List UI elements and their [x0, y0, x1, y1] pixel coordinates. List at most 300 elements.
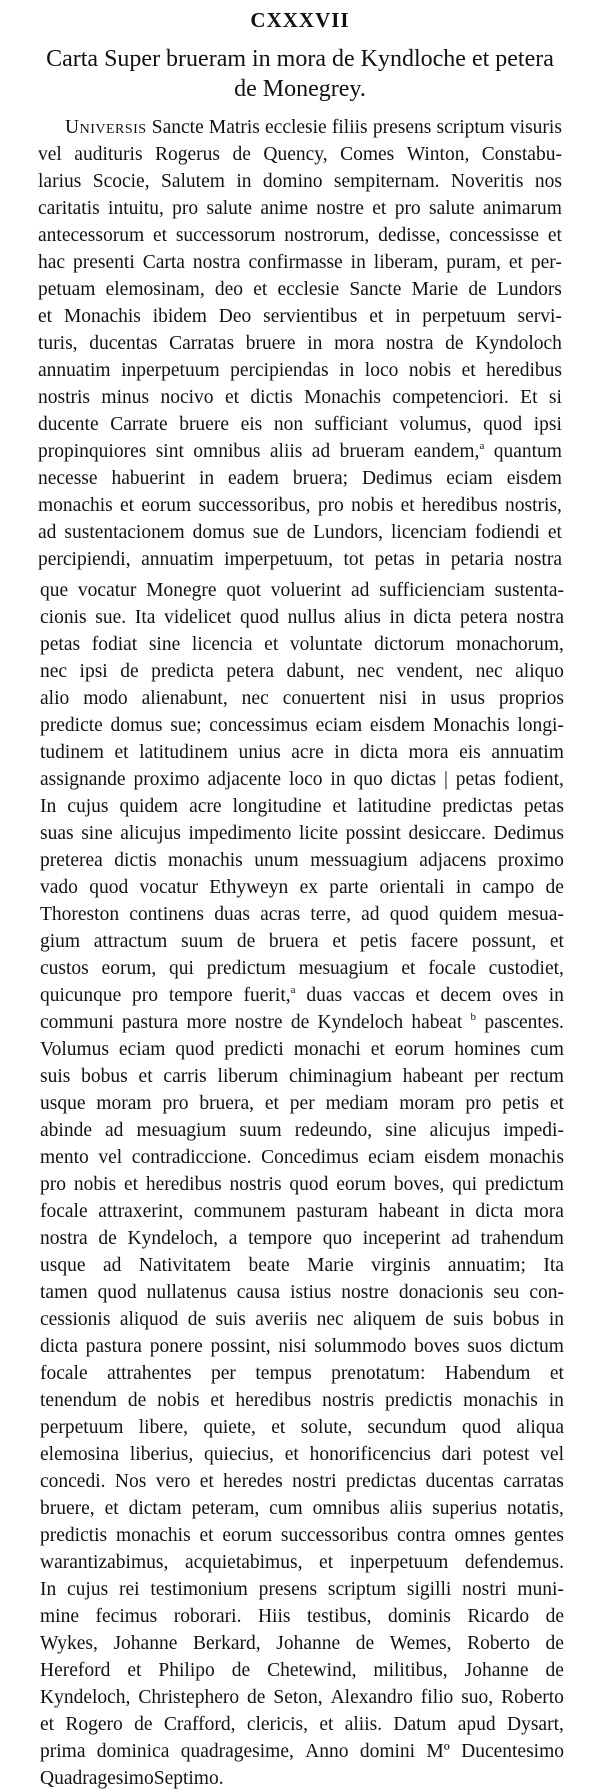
charter-word: in	[455, 877, 471, 898]
charter-word: sine	[81, 823, 113, 844]
charter-word: more	[186, 1012, 227, 1033]
charter-word: ad	[103, 1255, 122, 1276]
charter-word: Deo	[218, 306, 252, 327]
charter-word: de	[468, 279, 487, 300]
charter-word: voluntate	[289, 634, 363, 655]
charter-word: alio	[40, 688, 70, 709]
charter-word: annuatim;	[447, 1255, 526, 1276]
charter-word: in	[548, 985, 564, 1006]
charter-word: In	[40, 1579, 57, 1600]
charter-word: inperpetuum	[349, 1552, 449, 1573]
charter-word: predictum	[206, 958, 286, 979]
charter-word: successoribus	[280, 1525, 389, 1546]
charter-line	[40, 1630, 564, 1657]
charter-word: et	[370, 1039, 385, 1060]
charter-word: Marie	[307, 1255, 354, 1276]
charter-word: in	[425, 549, 441, 570]
charter-word: duas	[306, 985, 343, 1006]
charter-word: Wemes,	[389, 1633, 452, 1654]
charter-word: apud	[457, 1714, 496, 1735]
charter-line	[40, 766, 564, 793]
charter-word: dictam	[128, 1498, 182, 1519]
charter-word: pro	[40, 1174, 66, 1195]
charter-word: et	[547, 522, 562, 543]
charter-word: Roberto	[467, 1633, 530, 1654]
charter-word: presenti	[73, 252, 135, 273]
charter-word: continens	[129, 904, 204, 925]
charter-word: heredibus	[235, 1390, 312, 1411]
charter-word: ducente	[38, 414, 99, 435]
charter-word: scriptum	[327, 1579, 397, 1600]
charter-word: omnes	[454, 1525, 506, 1546]
charter-word: nisi	[378, 688, 408, 709]
charter-word: de	[545, 1660, 564, 1681]
charter-word: nostris	[322, 1390, 375, 1411]
charter-word: et	[120, 495, 135, 516]
charter-word: focale	[40, 1363, 88, 1384]
charter-word: usus	[450, 688, 485, 709]
charter-line	[38, 384, 562, 411]
charter-word: vocatur	[139, 877, 198, 898]
charter-word: suum	[239, 1120, 282, 1141]
charter-word: nostra	[385, 333, 434, 354]
charter-word: sufficienciam	[379, 580, 485, 601]
charter-word: ad	[350, 580, 370, 601]
charter-word: domus	[192, 522, 245, 543]
charter-word: aliquod	[119, 1309, 179, 1330]
charter-word: de	[545, 877, 564, 898]
charter-word: eorum	[394, 1039, 445, 1060]
charter-line	[40, 1090, 564, 1117]
charter-word: habeat	[411, 1012, 463, 1033]
charter-word: de	[120, 661, 139, 682]
charter-word: possint	[345, 823, 401, 844]
charter-word: ibidem	[152, 306, 207, 327]
charter-word: et	[549, 1093, 564, 1114]
charter-word: alius	[344, 607, 381, 628]
charter-line	[40, 820, 564, 847]
charter-word: quod	[89, 877, 129, 898]
charter-line	[40, 1441, 564, 1468]
charter-word: vaccas	[352, 985, 405, 1006]
charter-word: sustenta-	[494, 580, 564, 601]
charter-word: Rogerus	[155, 144, 221, 165]
charter-word: in	[449, 1201, 465, 1222]
charter-line	[40, 1468, 564, 1495]
charter-word: et	[127, 1660, 142, 1681]
charter-word: pro	[162, 1093, 189, 1114]
charter-word: vero	[155, 1471, 191, 1492]
charter-word: tempus	[255, 1363, 312, 1384]
charter-word: vel	[38, 144, 62, 165]
charter-word: quo	[322, 1228, 352, 1249]
charter-word: de	[425, 1309, 444, 1330]
charter-word: latitudine	[357, 796, 432, 817]
charter-word: annuatim	[38, 360, 111, 381]
charter-word: successoribus,	[198, 495, 311, 516]
charter-word: Wykes,	[40, 1633, 98, 1654]
charter-word: hac	[38, 252, 66, 273]
charter-word: petis	[360, 931, 397, 952]
charter-word: et	[271, 1417, 286, 1438]
charter-line	[38, 492, 562, 519]
charter-word: focale	[40, 1201, 88, 1222]
charter-word: nostre	[316, 198, 364, 219]
charter-line	[38, 249, 562, 276]
charter-word: elemosina	[40, 1444, 120, 1465]
charter-word: nobis	[351, 495, 394, 516]
charter-word: minus	[101, 387, 150, 408]
charter-word: quod	[389, 904, 429, 925]
charter-word: suum	[180, 931, 224, 952]
charter-word: focale	[428, 958, 476, 979]
charter-word: quiecius,	[204, 1444, 274, 1465]
charter-word: bruera,	[199, 1093, 254, 1114]
charter-word: suas	[40, 823, 74, 844]
charter-line	[40, 901, 564, 928]
charter-word: et	[264, 1093, 279, 1114]
charter-word: et	[210, 1390, 225, 1411]
charter-word: quod	[289, 1174, 329, 1195]
charter-word: eciam	[368, 1147, 415, 1168]
charter-word: Roberto	[501, 1687, 564, 1708]
charter-word: quidem	[438, 904, 498, 925]
charter-word: fodiendi	[474, 522, 540, 543]
charter-word: acras	[260, 904, 301, 925]
charter-word: eisdem	[424, 1147, 480, 1168]
charter-word: Nativitatem	[138, 1255, 231, 1276]
charter-word: Christephero	[138, 1687, 240, 1708]
charter-word: per-	[530, 252, 562, 273]
charter-word: inceperint	[362, 1228, 441, 1249]
charter-line	[40, 1252, 564, 1279]
footnote-marker: a	[290, 984, 296, 996]
charter-line	[40, 1549, 564, 1576]
charter-line	[40, 1522, 564, 1549]
charter-word: et	[199, 1471, 214, 1492]
charter-word: Sancte	[349, 279, 402, 300]
charter-word: dicta	[40, 1336, 78, 1357]
charter-word: Ducentesimo	[461, 1741, 564, 1762]
charter-word: nullus	[287, 607, 336, 628]
charter-word: solummodo	[314, 1336, 407, 1357]
charter-word: fuerit,$^a$	[243, 984, 296, 1006]
charter-word: qui	[169, 958, 194, 979]
charter-word: Hereford	[40, 1660, 111, 1681]
charter-word: boves	[414, 1336, 460, 1357]
charter-word: nec	[40, 661, 68, 682]
charter-word: sufficiant	[314, 414, 388, 435]
charter-word: nullatenus	[146, 1282, 227, 1303]
charter-word: custodiet,	[488, 958, 564, 979]
charter-word: impedimento	[188, 823, 292, 844]
charter-word: nostra	[516, 607, 564, 628]
charter-word: habeant	[378, 1201, 440, 1222]
charter-word: in	[389, 607, 405, 628]
charter-word: communem	[193, 1201, 286, 1222]
charter-word: quod	[175, 1039, 215, 1060]
charter-word: habuerint	[111, 468, 186, 489]
charter-word: qui	[452, 1174, 478, 1195]
charter-word: liberius,	[129, 1444, 194, 1465]
charter-word: Monachis	[432, 715, 510, 736]
charter-word: suis	[215, 1309, 246, 1330]
charter-word: habeant	[402, 1066, 464, 1087]
charter-word: Lundors,	[313, 522, 383, 543]
charter-word: Hiis	[257, 1606, 291, 1627]
charter-word: Crafford,	[163, 1714, 236, 1735]
charter-word: liberum	[217, 1066, 279, 1087]
charter-word: duas	[214, 904, 250, 925]
charter-line	[38, 546, 562, 573]
charter-word: et	[152, 225, 168, 246]
charter-word: et	[40, 1714, 55, 1735]
charter-word: petera	[226, 661, 275, 682]
charter-line	[40, 1576, 564, 1603]
charter-word: notatis,	[507, 1498, 564, 1519]
charter-line	[40, 1117, 564, 1144]
charter-word: tempore	[248, 1228, 312, 1249]
charter-line	[40, 982, 564, 1009]
charter-word: et	[123, 1174, 139, 1195]
charter-word: sue	[252, 522, 279, 543]
charter-word: Monachis	[304, 387, 381, 408]
charter-word: Constabu-	[481, 144, 562, 165]
charter-word: eorum	[222, 1525, 273, 1546]
charter-word: concedi.	[40, 1471, 106, 1492]
charter-word: suis	[453, 1309, 484, 1330]
charter-word: pasturam	[296, 1201, 368, 1222]
charter-line	[40, 712, 564, 739]
charter-word: clericis,	[246, 1714, 308, 1735]
charter-word: de	[236, 931, 256, 952]
charter-word: heredibus	[486, 360, 562, 381]
charter-word: vendent,	[396, 661, 464, 682]
charter-word: ipsi	[79, 661, 108, 682]
charter-word: oves	[502, 985, 538, 1006]
charter-word: donacionis	[398, 1282, 484, 1303]
charter-word: sempiternam.	[333, 171, 440, 192]
charter-word: attraxerint,	[98, 1201, 184, 1222]
charter-word: proprios	[498, 688, 564, 709]
charter-word: modo	[83, 688, 128, 709]
charter-word: elemosinam,	[105, 279, 205, 300]
charter-line	[40, 577, 564, 604]
charter-word: sine	[148, 634, 181, 655]
charter-word: Lundors	[496, 279, 562, 300]
charter-word: attrahentes	[107, 1363, 192, 1384]
charter-word: competenciori.	[392, 387, 509, 408]
charter-word: nobis	[157, 1390, 200, 1411]
charter-word: de	[545, 1633, 564, 1654]
charter-word: pro	[394, 198, 421, 219]
charter-line	[40, 1495, 564, 1522]
charter-line	[38, 519, 562, 546]
charter-word: dominica	[96, 1741, 170, 1762]
charter-word: eandem,$^a$	[413, 440, 485, 462]
charter-word: Philipo	[158, 1660, 215, 1681]
charter-word: moram	[96, 1093, 152, 1114]
charter-word: et	[547, 225, 562, 246]
charter-word: ad	[361, 904, 380, 925]
charter-word: eisdem	[369, 715, 426, 736]
charter-line	[40, 1738, 564, 1765]
charter-word: ex	[299, 877, 318, 898]
charter-word: audituris	[74, 144, 143, 165]
charter-word: bruera;	[292, 468, 349, 489]
charter-word: et	[199, 1525, 214, 1546]
charter-line	[40, 1225, 564, 1252]
charter-line	[40, 631, 564, 658]
charter-word: aliis	[269, 441, 303, 462]
charter-word: predicti	[224, 1039, 284, 1060]
charter-line	[38, 357, 562, 384]
charter-word: longitudine	[232, 796, 322, 817]
charter-line	[40, 955, 564, 982]
charter-word: tenendum	[40, 1390, 117, 1411]
charter-word: caritatis	[38, 198, 100, 219]
charter-word: causa	[236, 1282, 281, 1303]
charter-word: et	[332, 931, 347, 952]
charter-word: heredibus	[421, 495, 498, 516]
charter-word: beate	[248, 1255, 290, 1276]
charter-word: Ethyweyn	[209, 877, 289, 898]
charter-word: de	[134, 1714, 153, 1735]
charter-word: dictis	[114, 850, 157, 871]
charter-word: fodiat	[91, 634, 138, 655]
charter-word: predicte	[40, 715, 103, 736]
charter-word: in	[548, 1309, 564, 1330]
charter-word: ipsi	[533, 414, 562, 435]
charter-word: de	[355, 1633, 375, 1654]
charter-word: nostri	[462, 1579, 507, 1600]
charter-word: filio	[420, 1687, 454, 1708]
charter-word: omnibus	[312, 1498, 380, 1519]
charter-word: nostris	[38, 387, 91, 408]
charter-word: seu	[493, 1282, 520, 1303]
charter-word: Scocie,	[92, 171, 150, 192]
charter-word: de	[286, 522, 306, 543]
charter-word: vel	[540, 1444, 564, 1465]
charter-word: Johanne	[276, 1633, 341, 1654]
charter-word: tudinem	[40, 742, 104, 763]
charter-word: desiccare.	[408, 823, 486, 844]
charter-line	[40, 739, 564, 766]
charter-word: contra	[396, 1525, 446, 1546]
charter-word: suos	[467, 1336, 503, 1357]
charter-word: si	[548, 387, 562, 408]
charter-word: Comes	[340, 144, 395, 165]
charter-word: de	[445, 333, 464, 354]
charter-word: omnibus	[193, 441, 261, 462]
charter-title: Carta Super brueram in mora de Kyndloche et petera de Monegrey.	[46, 46, 554, 102]
charter-word: Carrate	[110, 414, 168, 435]
charter-word: domini	[359, 1741, 416, 1762]
charter-word: aliis	[389, 1498, 423, 1519]
charter-word: Sancte	[151, 117, 204, 138]
charter-word: monachis	[168, 850, 243, 871]
charter-word: puram,	[446, 252, 501, 273]
charter-word: quantum	[493, 441, 562, 462]
charter-line	[38, 168, 562, 195]
charter-word: Universis	[65, 117, 147, 138]
charter-word: parte	[329, 877, 369, 898]
charter-word: mora	[523, 1201, 564, 1222]
charter-word: Dedimus	[361, 468, 433, 489]
charter-word: proximo	[497, 850, 564, 871]
charter-word: communi	[40, 1012, 114, 1033]
charter-word: |	[444, 769, 448, 790]
charter-word: Dysart,	[507, 1714, 564, 1735]
charter-word: quod	[239, 607, 279, 628]
charter-word: decem	[440, 985, 492, 1006]
charter-word: in	[198, 468, 215, 489]
charter-word: conuertent	[282, 688, 365, 709]
charter-word: ecclesie	[265, 117, 327, 138]
charter-word: quod	[97, 1282, 137, 1303]
charter-line	[40, 1279, 564, 1306]
charter-word: Dedimus	[493, 823, 564, 844]
charter-line	[40, 1711, 564, 1738]
charter-word: predictis	[40, 1525, 108, 1546]
charter-word: nostri	[292, 1471, 337, 1492]
charter-word: adjacens	[419, 850, 487, 871]
charter-word: servientibus	[263, 306, 358, 327]
charter-word: tempore	[168, 985, 233, 1006]
charter-word: antecessorum	[38, 225, 145, 246]
charter-line	[40, 658, 564, 685]
charter-word: concessisse	[449, 225, 540, 246]
charter-word: dari	[441, 1444, 472, 1465]
charter-word: quo	[353, 769, 383, 790]
charter-word: quot	[226, 580, 262, 601]
charter-word: de	[232, 144, 251, 165]
charter-word: virginis	[371, 1255, 431, 1276]
charter-word: acre	[291, 742, 324, 763]
charter-word: petas	[40, 634, 81, 655]
charter-word: visuris	[509, 117, 562, 138]
charter-word: aliquem	[353, 1309, 416, 1330]
charter-word: confirmasse	[248, 252, 343, 273]
charter-line	[40, 1036, 564, 1063]
charter-word: annuatim	[491, 742, 564, 763]
charter-word: turis,	[38, 333, 78, 354]
charter-word: cujus	[67, 796, 109, 817]
charter-word: averiis	[255, 1309, 308, 1330]
charter-word: in	[330, 769, 346, 790]
charter-word: Alexandro	[330, 1687, 413, 1708]
charter-word: ad	[38, 522, 57, 543]
charter-word: possint,	[210, 1336, 271, 1357]
charter-word: sigilli	[406, 1579, 452, 1600]
charter-word: Berkard,	[192, 1633, 261, 1654]
charter-word: dictorum	[374, 634, 445, 655]
charter-word: pro	[465, 1093, 492, 1114]
charter-word: mora	[334, 333, 375, 354]
charter-word: Thoreston	[40, 904, 120, 925]
charter-word: percipiendi,	[38, 549, 131, 570]
charter-word: salute	[206, 198, 252, 219]
charter-word: pastura	[121, 1012, 179, 1033]
charter-word: concessimus	[209, 715, 308, 736]
charter-word: Rogero	[65, 1714, 123, 1735]
charter-word: tamen	[40, 1282, 88, 1303]
charter-word: mine	[40, 1606, 79, 1627]
charter-word: petas	[523, 796, 564, 817]
charter-word: et	[372, 198, 387, 219]
charter-word: cujus	[67, 1579, 109, 1600]
charter-word: vado	[40, 877, 78, 898]
